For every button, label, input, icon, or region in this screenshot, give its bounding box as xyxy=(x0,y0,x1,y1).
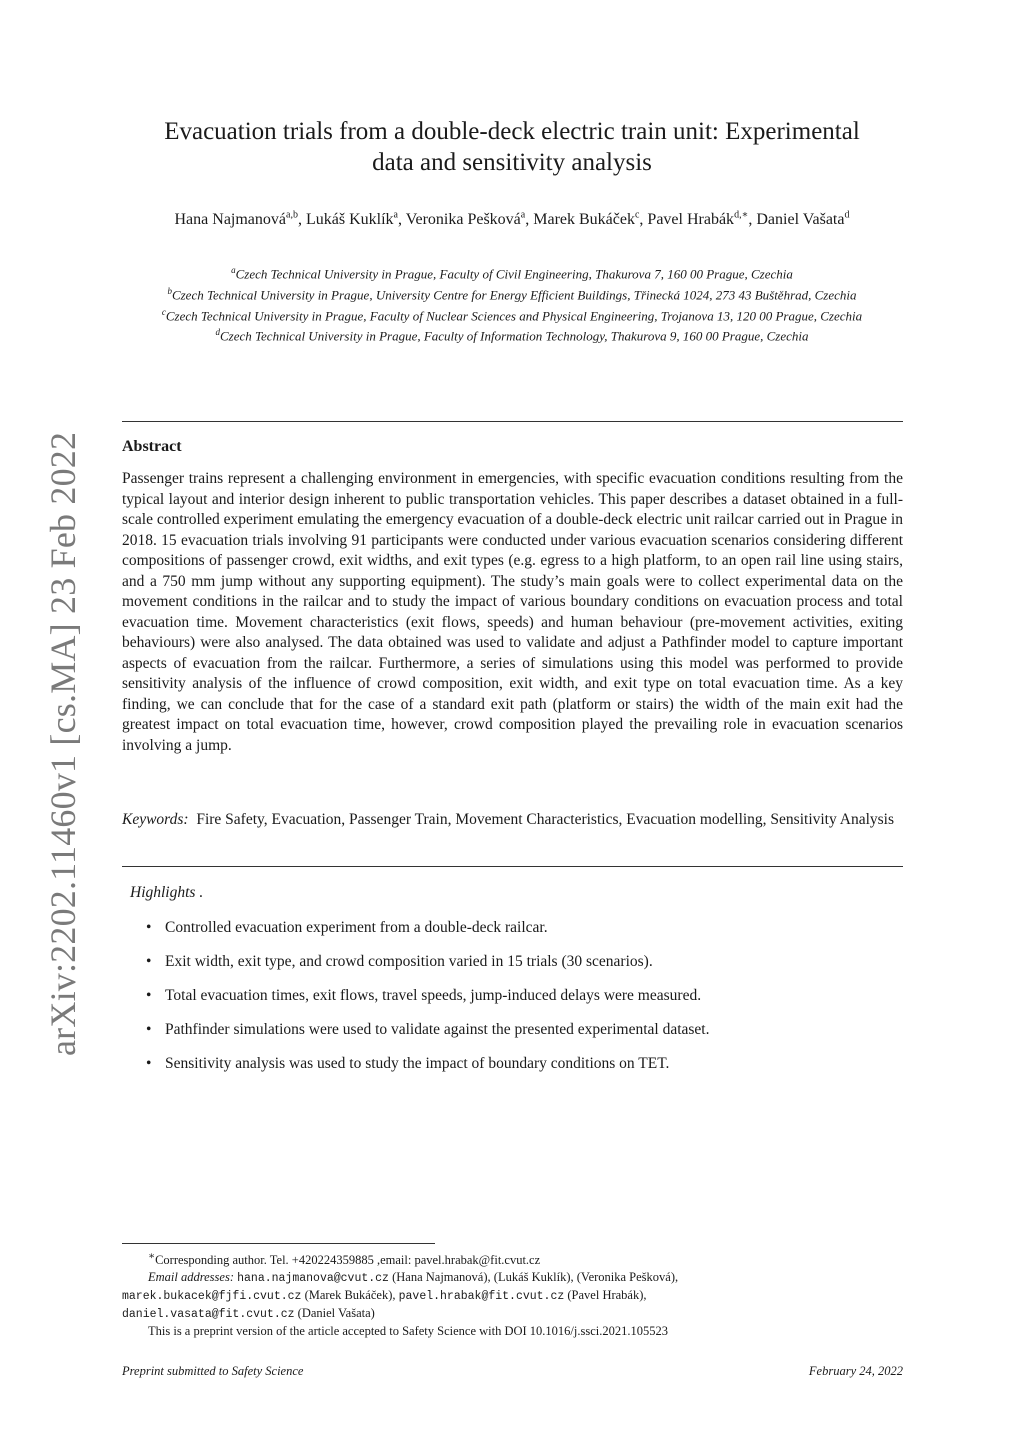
bullet-icon: • xyxy=(146,919,152,936)
affiliation: $^c$Czech Technical University in Prague, Faculty of Nuclear Sciences and Physical Engineering, Trojanova 13, 120 00 Prague, Czechia xyxy=(161,306,863,323)
footer-date: February 24, 2022 xyxy=(808,1364,903,1378)
bullet-icon: • xyxy=(146,1055,152,1072)
affiliations xyxy=(120,262,904,345)
author: Pavel Hrabák$^{d,∗}$, xyxy=(647,210,757,229)
author: Marek Bukáček$^c$, xyxy=(533,210,648,229)
bullet-icon: • xyxy=(146,953,152,970)
email-link[interactable]: pavel.hrabak@fit.cvut.cz xyxy=(398,1290,565,1304)
keywords xyxy=(122,810,903,831)
preprint-note: This is a preprint version of the article accepted to Safety Science with DOI 10.1016/j.ssci.2021.105523 xyxy=(148,1324,669,1339)
bullet-icon: • xyxy=(146,987,152,1004)
email-link[interactable]: daniel.vasata@fit.cvut.cz xyxy=(122,1308,295,1322)
corresponding-author-note: ∗Corresponding author. Tel. +420224359885 ,email: pavel.hrabak@fit.cvut.cz xyxy=(148,1251,541,1268)
highlight-item: • Controlled evacuation experiment from a double-deck railcar. xyxy=(146,919,548,936)
arxiv-identifier: arXiv:2202.11460v1 [cs.MA] 23 Feb 2022 xyxy=(43,431,83,1056)
highlight-item: • Exit width, exit type, and crowd composition varied in 15 trials (30 scenarios). xyxy=(146,953,653,970)
abstract-top-rule xyxy=(122,421,903,422)
highlights-heading: Highlights . xyxy=(130,884,204,901)
footer-journal: Preprint submitted to Safety Science xyxy=(122,1364,304,1378)
footnotes xyxy=(122,1248,903,1340)
title-line-2: data and sensitivity analysis xyxy=(372,149,652,176)
highlights-list xyxy=(146,918,886,1088)
affiliation: $^d$Czech Technical University in Prague, Faculty of Information Technology, Thakurova 9, 160 00 Prague, Czechia xyxy=(215,327,809,344)
highlight-item: • Total evacuation times, exit flows, travel speeds, jump-induced delays were measured. xyxy=(146,987,702,1004)
abstract-bottom-rule xyxy=(122,866,903,867)
keywords-label: Keywords: xyxy=(122,811,189,828)
abstract-text: Passenger trains represent a challenging environment in emergencies, with specific evacuation conditions resulting from the typical layout and interior design inherent to public transportation vehicles. This paper describes a dataset obtained in a full-scale controlled experiment emulating the emergency evacuation of a double-deck electric unit railcar carried out in Prague in 2018. 15 evacuation trials involving 91 participants were conducted under various evacuation scenarios considering different compositions of passenger crowd, exit widths, and exit types (e.g. egress to a high platform, to an open rail line using stairs, and a 750 mm jump without any supporting equipment). The study’s main goals were to collect experimental data on the movement conditions in the railcar and to study the impact of various boundary conditions on evacuation process and total evacuation time. Movement characteristics (exit flows, speeds) and human behaviour (pre-movement activities, exiting behaviours) were also analysed. The data obtained was used to validate and adjust a Pathfinder model to capture important aspects of evacuation from the railcar. Furthermore, a series of simulations using this model was performed to provide sensitivity analysis of the influence of crowd composition, exit width, and exit type on total evacuation time. As a key finding, we can conclude that for the case of a standard exit path (platform or stairs) the width of the main exit had the greatest impact on total evacuation time, however, crowd composition played the prevailing role in evacuation scenarios involving a jump. xyxy=(122,470,903,754)
author-list xyxy=(120,205,904,230)
affiliation: $^a$Czech Technical University in Prague, Faculty of Civil Engineering, Thakurova 7, 160 00 Prague, Czechia xyxy=(231,265,793,282)
author: Lukáš Kuklík$^a$, xyxy=(305,210,406,229)
keywords-text: Fire Safety, Evacuation, Passenger Train, Movement Characteristics, Evacuation modelling, Sensitivity Analysis xyxy=(196,811,895,828)
paper-title xyxy=(120,116,904,178)
email-link[interactable]: marek.bukacek@fjfi.cvut.cz xyxy=(122,1290,302,1304)
footnote-rule xyxy=(122,1243,435,1244)
title-line-1: Evacuation trials from a double-deck electric train unit: Experimental xyxy=(164,118,860,145)
highlight-item: • Sensitivity analysis was used to study the impact of boundary conditions on TET. xyxy=(146,1055,670,1072)
author: Veronika Pešková$^a$, xyxy=(405,210,534,229)
affiliation: $^b$Czech Technical University in Prague, University Centre for Energy Efficient Buildings, Třinecká 1024, 273 43 Buštěhrad, Czechia xyxy=(167,285,857,303)
author: Daniel Vašata$^d$ xyxy=(756,210,850,229)
email-addresses: Email addresses: hana.najmanova@cvut.cz (Hana Najmanová), (Lukáš Kuklík), (Veronika Pešková), marek.bukacek@fjfi.cvut.cz (Marek Bukáček), pavel.hrabak@fit.cvut.cz (Pavel Hrabák), daniel.vasata@fit.cvut.cz (Daniel Vašata) xyxy=(122,1270,679,1322)
bullet-icon: • xyxy=(146,1021,152,1038)
author: Hana Najmanová$^{a,b}$, xyxy=(174,210,306,229)
email-link[interactable]: hana.najmanova@cvut.cz xyxy=(237,1272,389,1286)
highlight-item: • Pathfinder simulations were used to validate against the presented experimental dataset. xyxy=(146,1021,710,1038)
abstract-heading: Abstract xyxy=(122,438,182,455)
